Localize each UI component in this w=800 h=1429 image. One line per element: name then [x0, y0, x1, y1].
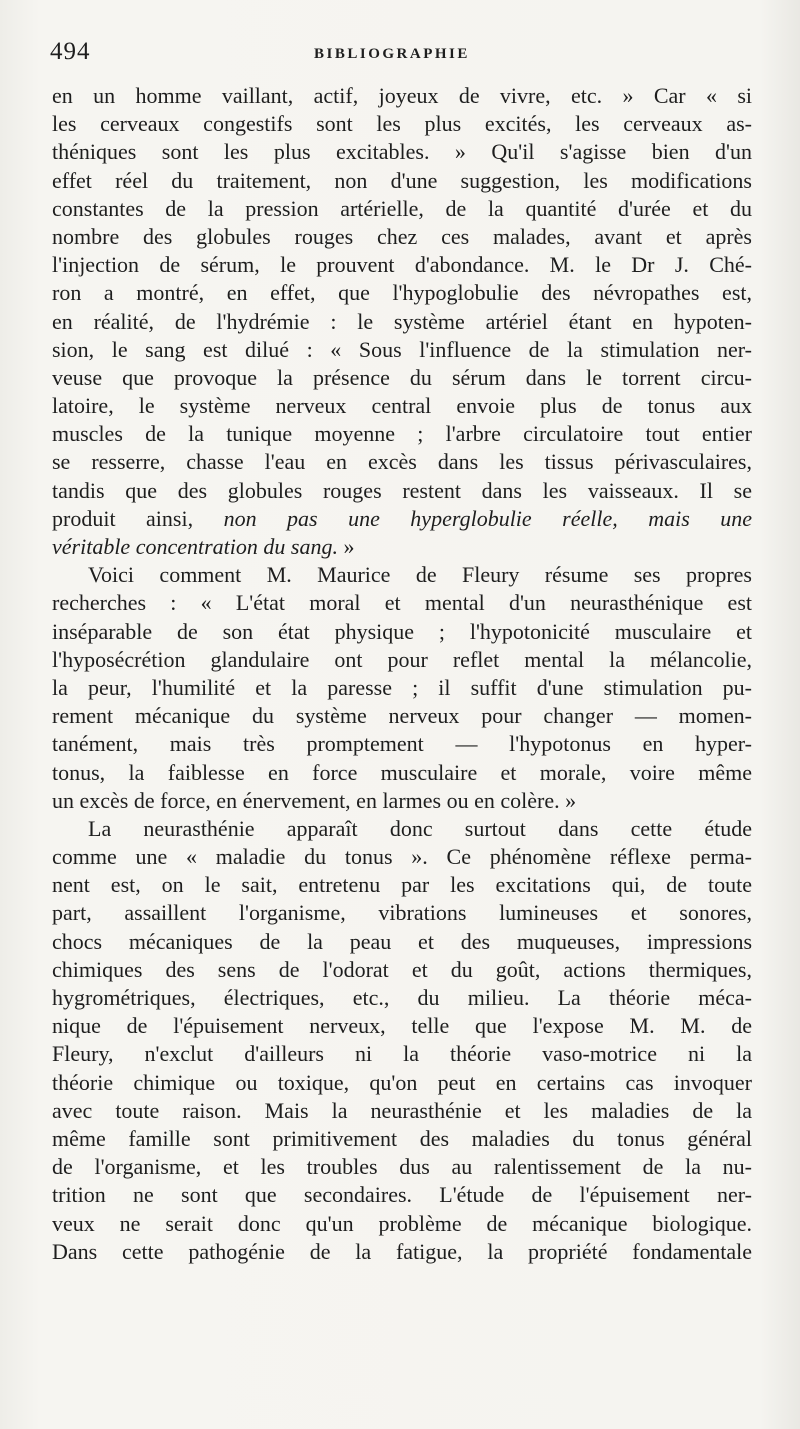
- text-line: de l'organisme, et les troubles dus au ralentissement de la nu-: [52, 1154, 752, 1180]
- text-line: La neurasthénie apparaît donc surtout dans cette étude: [88, 815, 752, 841]
- text-line: Fleury, n'exclut d'ailleurs ni la théorie vaso-motrice ni la: [52, 1041, 752, 1067]
- text-line: inséparable de son état physique ; l'hypotonicité musculaire et: [52, 618, 752, 644]
- page-number: 494: [50, 38, 91, 65]
- text-line: rement mécanique du système nerveux pour changer — momen-: [52, 703, 752, 729]
- italic-segment: non pas une hyperglobulie réelle, mais une: [223, 505, 753, 531]
- text-line: chocs mécaniques de la peau et des muqueuses, impressions: [52, 928, 752, 954]
- text-line: effet réel du traitement, non d'une suggestion, les modifications: [52, 167, 752, 193]
- italic-segment: véritable concentration du sang.: [52, 534, 338, 559]
- text-line: tandis que des globules rouges restent dans les vaisseaux. Il se: [52, 477, 752, 503]
- text-line: la peur, l'humilité et la paresse ; il suffit d'une stimulation pu-: [52, 674, 752, 700]
- text-line: théorie chimique ou toxique, qu'on peut en certains cas invoquer: [52, 1069, 752, 1095]
- text-line: l'injection de sérum, le prouvent d'abondance. M. le Dr J. Ché-: [52, 252, 752, 278]
- text-line: hygrométriques, électriques, etc., du milieu. La théorie méca-: [52, 985, 752, 1010]
- roman-segment: produit ainsi,: [52, 505, 194, 531]
- text-line: théniques sont les plus excitables. » Qu'il s'agisse bien d'un: [52, 139, 752, 165]
- text-line: avec toute raison. Mais la neurasthénie et les maladies de la: [52, 1097, 752, 1123]
- text-line: muscles de la tunique moyenne ; l'arbre circulatoire tout entier: [52, 421, 752, 447]
- text-line: sion, le sang est dilué : « Sous l'influence de la stimulation ner-: [52, 336, 752, 362]
- text-line: trition ne sont que secondaires. L'étude de l'épuisement ner-: [52, 1182, 752, 1208]
- text-line: veux ne serait donc qu'un problème de mécanique biologique.: [52, 1210, 752, 1236]
- text-line: Voici comment M. Maurice de Fleury résume ses propres: [88, 562, 752, 588]
- text-line: un excès de force, en énervement, en larmes ou en colère. »: [52, 787, 577, 813]
- text-line: nombre des globules rouges chez ces malades, avant et après: [52, 223, 752, 249]
- text-line: Dans cette pathogénie de la fatigue, la propriété fondamentale: [52, 1238, 752, 1264]
- text-line: veuse que provoque la présence du sérum dans le torrent circu-: [52, 364, 752, 390]
- text-line: chimiques des sens de l'odorat et du goût, actions thermiques,: [52, 956, 752, 982]
- text-line: l'hyposécrétion glandulaire ont pour reflet mental la mélancolie,: [52, 646, 752, 672]
- text-line: recherches : « L'état moral et mental d'un neurasthénique est: [52, 590, 752, 616]
- text-line: constantes de la pression artérielle, de la quantité d'urée et du: [52, 195, 752, 221]
- text-line: en un homme vaillant, actif, joyeux de vivre, etc. » Car « si: [52, 83, 752, 108]
- text-line: comme une « maladie du tonus ». Ce phénomène réflexe perma-: [52, 844, 752, 870]
- roman-segment: »: [337, 534, 355, 559]
- body-text: [52, 82, 752, 1266]
- text-line: les cerveaux congestifs sont les plus excités, les cerveaux as-: [52, 111, 752, 137]
- running-head: BIBLIOGRAPHIE: [314, 46, 470, 62]
- text-line: ron a montré, en effet, que l'hypoglobulie des névropathes est,: [52, 280, 752, 306]
- text-line: nique de l'épuisement nerveux, telle que l'expose M. M. de: [52, 1013, 752, 1039]
- text-line: en réalité, de l'hydrémie : le système artériel étant en hypoten-: [52, 308, 752, 334]
- text-line: [52, 505, 752, 533]
- text-line: tonus, la faiblesse en force musculaire et morale, voire même: [52, 759, 752, 785]
- text-line: nent est, on le sait, entretenu par les excitations qui, de toute: [52, 872, 752, 898]
- text-line: [52, 533, 752, 561]
- text-line: latoire, le système nerveux central envoie plus de tonus aux: [52, 393, 752, 419]
- page-header: [50, 38, 750, 78]
- text-line: part, assaillent l'organisme, vibrations lumineuses et sonores,: [52, 900, 752, 926]
- text-line: tanément, mais très promptement — l'hypotonus en hyper-: [52, 731, 752, 757]
- text-line: se resserre, chasse l'eau en excès dans les tissus périvasculaires,: [52, 449, 752, 475]
- text-line: même famille sont primitivement des maladies du tonus général: [52, 1125, 752, 1151]
